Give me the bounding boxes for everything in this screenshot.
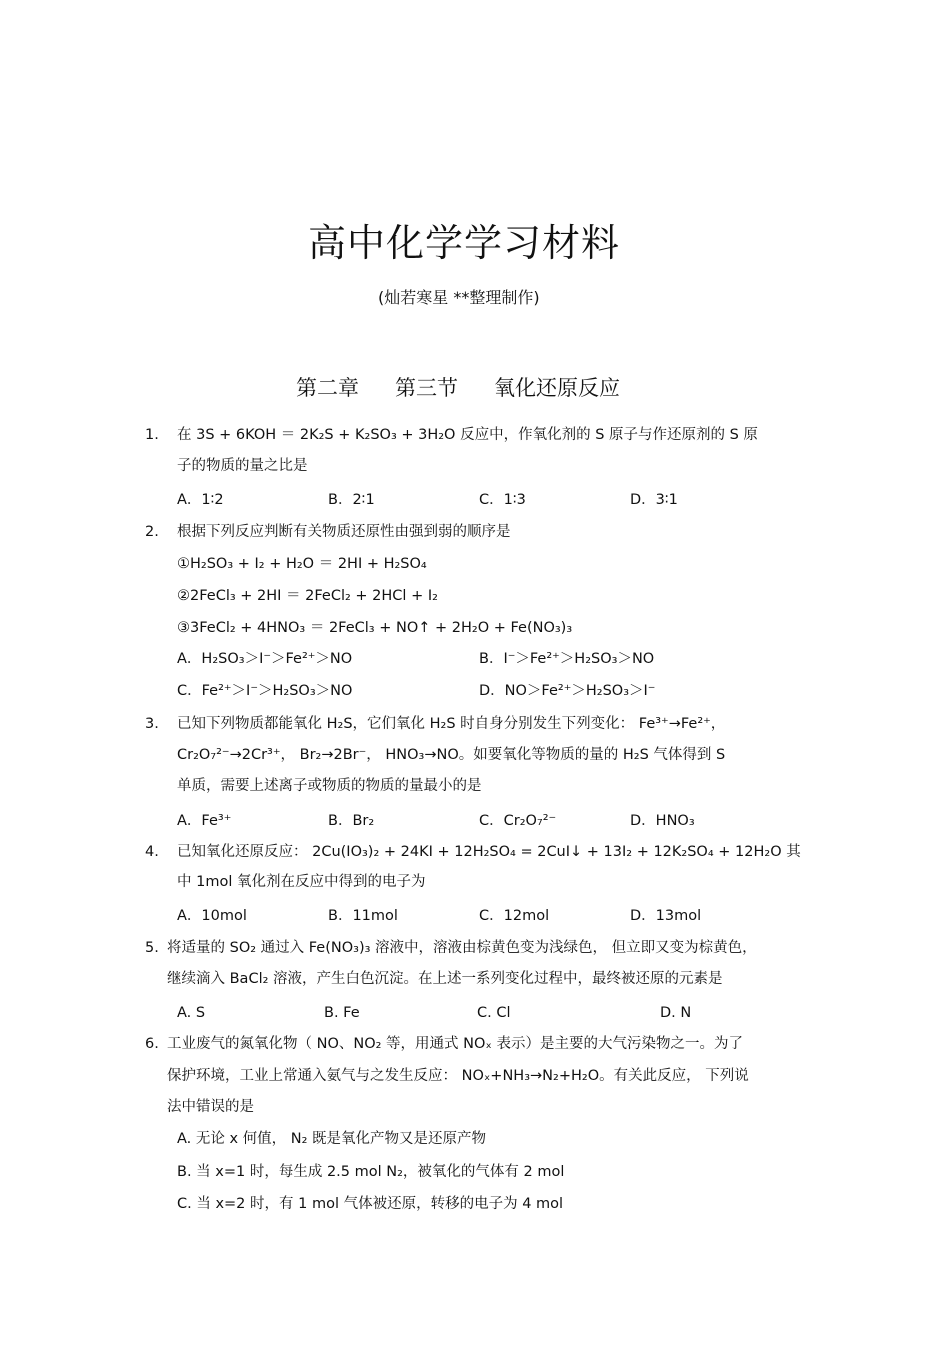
page-title: 高中化学学习材料 — [308, 221, 621, 265]
option-a[interactable]: A．Fe³⁺ — [177, 813, 232, 829]
question-4-options — [177, 909, 701, 924]
question-4-line-1 — [145, 845, 801, 860]
question-3-line-1 — [145, 717, 725, 732]
option-a[interactable]: A．1∶2 — [177, 492, 224, 508]
question-number: 4. — [145, 844, 159, 860]
option-c[interactable]: C．Cr₂O₇²⁻ — [479, 813, 557, 829]
option-b[interactable]: B．2∶1 — [328, 492, 375, 508]
option-c[interactable]: C．1∶3 — [479, 492, 526, 508]
reaction-2: ②2FeCl₃ + 2HI ＝ 2FeCl₂ + 2HCl + I₂ — [177, 588, 438, 604]
option-b[interactable]: B. Fe — [324, 1005, 360, 1021]
option-d[interactable]: D．HNO₃ — [630, 813, 695, 829]
reaction-1: ①H₂SO₃ + I₂ + H₂O ＝ 2HI + H₂SO₄ — [177, 556, 427, 572]
option-c[interactable]: C. Cl — [477, 1005, 511, 1021]
question-2-options-row-2 — [177, 684, 655, 699]
question-2-line-1 — [145, 525, 511, 540]
question-3-line-2: Cr₂O₇²⁻→2Cr³⁺， Br₂→2Br⁻， HNO₃→NO。如要氧化等物质的量的 H₂S 气体得到 S — [177, 747, 726, 763]
option-b[interactable]: B. 当 x=1 时，每生成 2.5 mol N₂，被氧化的气体有 2 mol — [177, 1164, 565, 1180]
question-6-line-1 — [145, 1037, 743, 1052]
option-b[interactable]: B．I⁻＞Fe²⁺＞H₂SO₃＞NO — [479, 651, 655, 667]
question-number: 2. — [145, 524, 159, 540]
reaction-3: ③3FeCl₂ + 4HNO₃ ＝ 2FeCl₃ + NO↑ + 2H₂O + Fe(NO₃)₃ — [177, 620, 573, 636]
question-3-line-3: 单质，需要上述离子或物质的物质的量最小的是 — [177, 778, 482, 794]
option-d[interactable]: D．13mol — [630, 908, 702, 924]
option-c[interactable]: C．12mol — [479, 908, 550, 924]
option-b[interactable]: B．11mol — [328, 908, 398, 924]
option-d[interactable]: D．3∶1 — [630, 492, 678, 508]
question-1-line-1 — [145, 428, 758, 443]
question-text: 已知氧化还原反应： 2Cu(IO₃)₂ + 24KI + 12H₂SO₄ = 2CuI↓ + 13I₂ + 12K₂SO₄ + 12H₂O 其 — [177, 844, 801, 860]
question-text: 根据下列反应判断有关物质还原性由强到弱的顺序是 — [177, 524, 511, 540]
question-text: 已知下列物质都能氧化 H₂S，它们氧化 H₂S 时自身分别发生下列变化： Fe³⁺→Fe²⁺， — [177, 716, 726, 732]
question-5-line-1 — [145, 941, 757, 956]
chapter-heading — [296, 372, 620, 402]
question-number: 6. — [145, 1036, 159, 1052]
option-d[interactable]: D．NO＞Fe²⁺＞H₂SO₃＞I⁻ — [479, 683, 656, 699]
question-number: 3. — [145, 716, 159, 732]
option-a[interactable]: A. S — [177, 1005, 206, 1021]
question-number: 5. — [145, 940, 159, 956]
question-text: 将适量的 SO₂ 通过入 Fe(NO₃)₃ 溶液中，溶液由棕黄色变为浅绿色， 但立即又变为棕黄色， — [167, 940, 757, 956]
option-a[interactable]: A．H₂SO₃＞I⁻＞Fe²⁺＞NO — [177, 651, 353, 667]
question-text: 工业废气的氮氧化物（ NO、NO₂ 等，用通式 NOₓ 表示）是主要的大气污染物之一。为了 — [167, 1036, 743, 1052]
question-4-line-2: 中 1mol 氧化剂在反应中得到的电子为 — [177, 874, 426, 890]
chapter-label: 第二章 — [296, 376, 359, 400]
option-b[interactable]: B．Br₂ — [328, 813, 375, 829]
topic-label: 氧化还原反应 — [494, 376, 620, 400]
page-subtitle: (灿若寒星 **整理制作) — [378, 288, 540, 307]
question-6-line-3: 法中错误的是 — [167, 1099, 254, 1115]
option-a[interactable]: A. 无论 x 何值， N₂ 既是氧化产物又是还原产物 — [177, 1131, 487, 1147]
question-1-options — [177, 493, 678, 508]
option-c[interactable]: C. 当 x=2 时，有 1 mol 气体被还原，转移的电子为 4 mol — [177, 1196, 564, 1212]
question-5-options — [177, 1006, 691, 1021]
option-a[interactable]: A．10mol — [177, 908, 247, 924]
section-label: 第三节 — [395, 376, 458, 400]
option-d[interactable]: D. N — [660, 1005, 692, 1021]
question-5-line-2: 继续滴入 BaCl₂ 溶液，产生白色沉淀。在上述一系列变化过程中，最终被还原的元素是 — [167, 971, 723, 987]
question-1-line-2: 子的物质的量之比是 — [177, 458, 308, 474]
question-text: 在 3S + 6KOH ＝ 2K₂S + K₂SO₃ + 3H₂O 反应中，作氧化剂的 S 原子与作还原剂的 S 原 — [177, 427, 758, 443]
question-3-options — [177, 814, 695, 829]
option-c[interactable]: C．Fe²⁺＞I⁻＞H₂SO₃＞NO — [177, 683, 353, 699]
question-2-options-row-1 — [177, 652, 654, 667]
question-number: 1. — [145, 427, 159, 443]
question-6-line-2: 保护环境，工业上常通入氨气与之发生反应： NOₓ+NH₃→N₂+H₂O。有关此反应， 下列说 — [167, 1068, 749, 1084]
